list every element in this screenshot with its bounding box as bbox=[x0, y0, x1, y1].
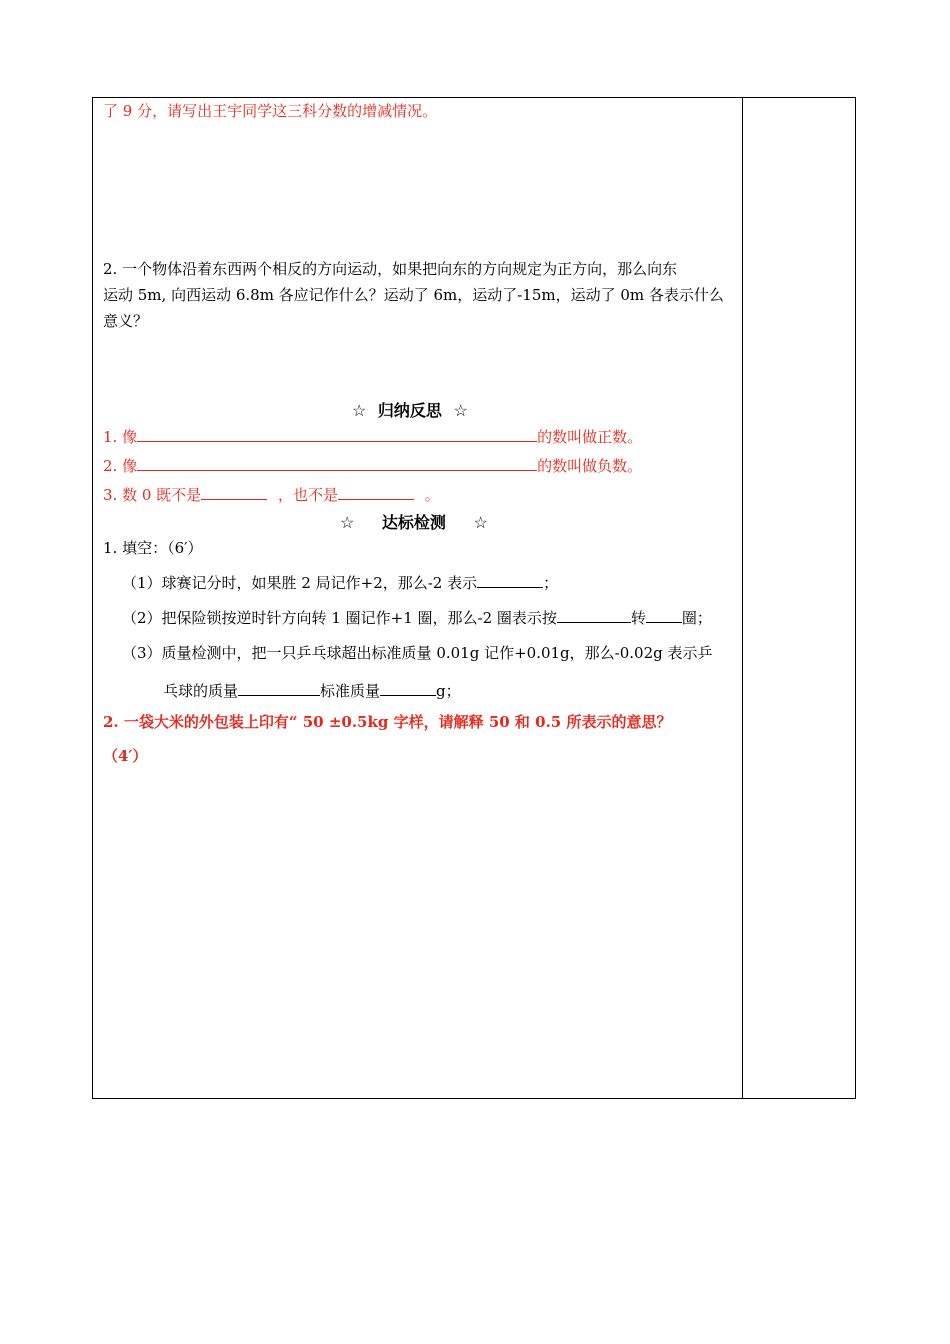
summary-heading bbox=[352, 400, 468, 422]
test-sub-3-line-2 bbox=[163, 680, 461, 701]
test-sub-1-end: ； bbox=[543, 574, 559, 592]
blank-field[interactable] bbox=[201, 484, 267, 500]
question-2-line-3: 意义？ bbox=[103, 312, 149, 330]
blank-field[interactable] bbox=[646, 607, 682, 623]
test-sub-3-line-1: （3）质量检测中，把一只乒乓球超出标准质量 0.01g 记作+0.01g，那么-0.02g 表示乒 bbox=[122, 644, 713, 662]
star-icon: ☆ bbox=[340, 513, 355, 532]
star-icon: ☆ bbox=[453, 401, 468, 420]
summary-item-2-suffix: 的数叫做负数。 bbox=[537, 457, 643, 475]
summary-item-1 bbox=[103, 426, 642, 447]
test-q2-line-1: 2. 一袋大米的外包装上印有“ 50 ±0.5kg 字样，请解释 50 和 0.5 所表示的意思？ bbox=[103, 713, 672, 731]
summary-item-1-suffix: 的数叫做正数。 bbox=[537, 428, 643, 446]
test-heading bbox=[340, 512, 488, 534]
test-sub-3-part-c: g； bbox=[436, 682, 461, 700]
summary-item-3 bbox=[103, 484, 440, 505]
test-sub-1 bbox=[122, 572, 558, 593]
summary-item-3-mid: ，也不是 bbox=[277, 486, 338, 504]
blank-field[interactable] bbox=[338, 484, 414, 500]
blank-field[interactable] bbox=[137, 426, 537, 442]
test-sub-2-end: 圈； bbox=[681, 609, 712, 627]
question-2-line-2: 运动 5m, 向西运动 6.8m 各应记作什么？运动了 6m，运动了-15m，运动了 0m 各表示什么 bbox=[103, 286, 724, 304]
test-sub-2-text: （2）把保险锁按逆时针方向转 1 圈记作+1 圈，那么-2 圈表示按 bbox=[122, 609, 557, 627]
summary-item-3-suffix: 。 bbox=[424, 486, 440, 504]
test-sub-1-text: （1）球赛记分时，如果胜 2 局记作+2，那么-2 表示 bbox=[122, 574, 478, 592]
summary-title: 归纳反思 bbox=[377, 401, 442, 420]
blank-field[interactable] bbox=[137, 455, 537, 471]
test-title: 达标检测 bbox=[381, 513, 446, 532]
summary-item-2-prefix: 2. 像 bbox=[103, 457, 138, 475]
test-sub-2 bbox=[122, 607, 712, 628]
star-icon: ☆ bbox=[352, 401, 367, 420]
test-sub-2-mid: 转 bbox=[630, 609, 646, 627]
test-q2-line-2: （4′） bbox=[103, 747, 148, 765]
test-q1-label: 1. 填空：（6′） bbox=[103, 539, 203, 557]
test-sub-3-part-a: 乓球的质量 bbox=[163, 682, 239, 700]
blank-field[interactable] bbox=[477, 572, 543, 588]
blank-field[interactable] bbox=[380, 680, 436, 696]
column-divider bbox=[742, 97, 743, 1099]
summary-item-3-prefix: 3. 数 0 既不是 bbox=[103, 486, 202, 504]
blank-field[interactable] bbox=[557, 607, 631, 623]
summary-item-2 bbox=[103, 455, 642, 476]
star-icon: ☆ bbox=[473, 513, 488, 532]
blank-field[interactable] bbox=[238, 680, 320, 696]
summary-item-1-prefix: 1. 像 bbox=[103, 428, 138, 446]
carryover-text: 了 9 分，请写出王宇同学这三科分数的增减情况。 bbox=[103, 102, 438, 120]
test-sub-3-part-b: 标准质量 bbox=[320, 682, 381, 700]
question-2-line-1: 2. 一个物体沿着东西两个相反的方向运动，如果把向东的方向规定为正方向，那么向东 bbox=[103, 260, 678, 278]
